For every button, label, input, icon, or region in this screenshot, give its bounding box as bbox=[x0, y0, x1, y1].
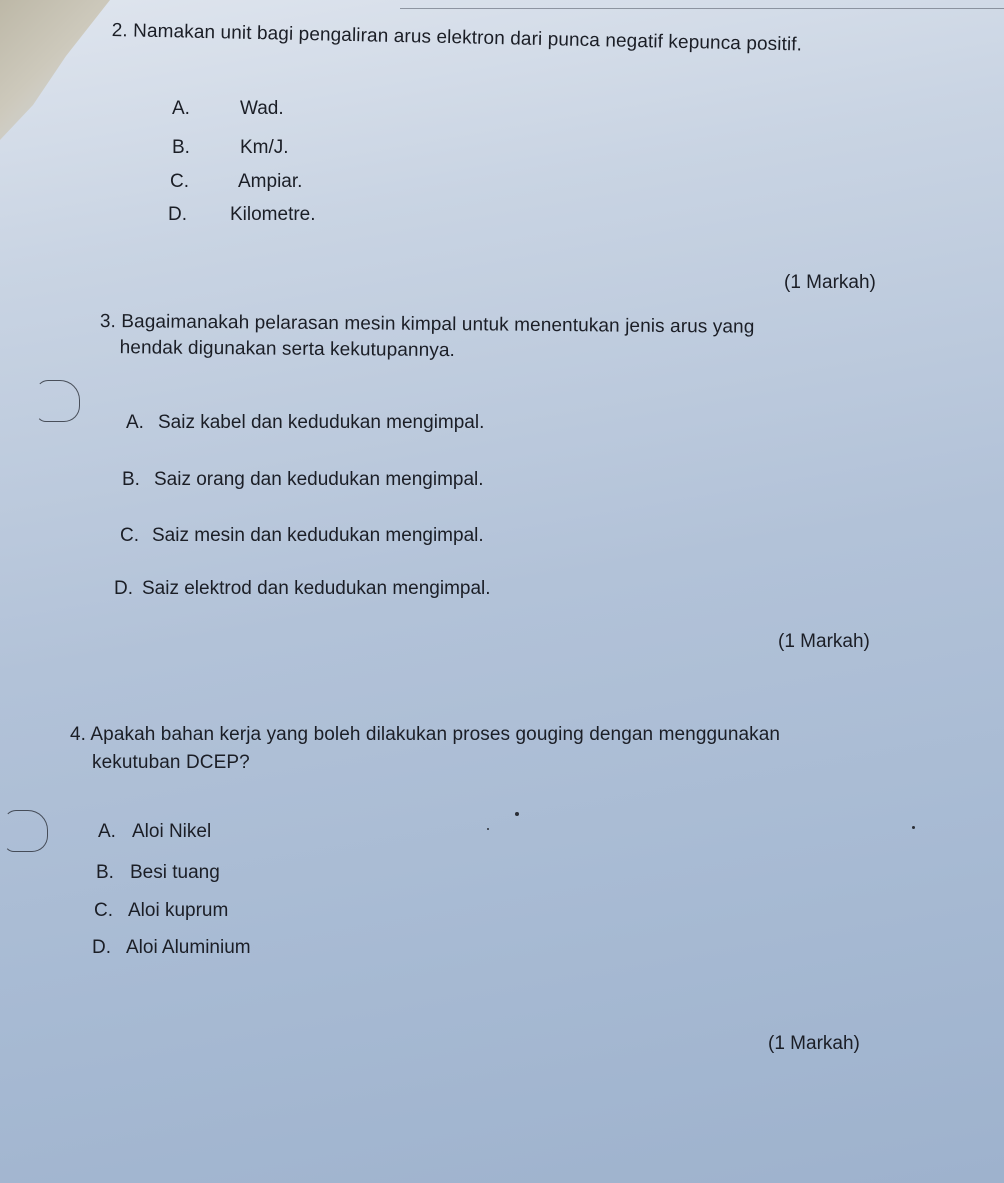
option-letter: C. bbox=[120, 525, 139, 546]
question-2-option-d[interactable] bbox=[168, 204, 316, 226]
question-2-option-a[interactable] bbox=[172, 98, 284, 120]
question-3-option-b[interactable] bbox=[122, 469, 484, 491]
speck bbox=[487, 828, 489, 830]
question-4-text bbox=[70, 721, 780, 776]
question-4-mark: (1 Markah) bbox=[768, 1033, 860, 1054]
question-2-option-c[interactable] bbox=[170, 171, 302, 193]
option-text: Saiz orang dan kedudukan mengimpal. bbox=[154, 469, 484, 490]
question-3-option-a[interactable] bbox=[126, 412, 484, 434]
option-letter: C. bbox=[94, 900, 113, 921]
question-3-mark: (1 Markah) bbox=[778, 631, 870, 652]
question-4-body-line2: kekutuban DCEP? bbox=[92, 751, 250, 773]
question-4-option-c[interactable] bbox=[94, 900, 228, 922]
top-rule bbox=[400, 8, 1004, 9]
option-letter: D. bbox=[114, 578, 133, 599]
option-letter: B. bbox=[96, 862, 114, 883]
option-letter: B. bbox=[122, 469, 140, 490]
option-text: Saiz mesin dan kedudukan mengimpal. bbox=[152, 525, 484, 546]
option-text: Saiz kabel dan kedudukan mengimpal. bbox=[158, 412, 485, 433]
option-letter: B. bbox=[172, 137, 190, 158]
question-3-number: 3. bbox=[99, 310, 117, 333]
page-corner-background bbox=[0, 0, 110, 140]
option-text: Kilometre. bbox=[230, 204, 316, 225]
question-3-option-d[interactable] bbox=[114, 578, 491, 600]
option-text: Besi tuang bbox=[130, 862, 220, 883]
question-4-option-d[interactable] bbox=[92, 937, 251, 959]
question-4-body-line1: Apakah bahan kerja yang boleh dilakukan proses gouging dengan menggunakan bbox=[90, 724, 781, 745]
question-2-number: 2. bbox=[111, 19, 129, 42]
option-letter: A. bbox=[98, 821, 116, 842]
speck bbox=[912, 826, 915, 829]
question-2-mark: (1 Markah) bbox=[784, 272, 876, 293]
option-letter: A. bbox=[172, 98, 190, 119]
option-text: Ampiar. bbox=[238, 171, 303, 192]
question-3-body-line2: hendak digunakan serta kekutupannya. bbox=[119, 336, 456, 361]
question-2-text bbox=[111, 18, 802, 58]
question-4-option-a[interactable] bbox=[98, 821, 211, 843]
question-3-option-c[interactable] bbox=[120, 525, 484, 547]
answer-bracket-mark bbox=[36, 380, 80, 422]
option-text: Wad. bbox=[240, 98, 284, 119]
option-text: Aloi Nikel bbox=[132, 821, 212, 842]
option-text: Aloi Aluminium bbox=[126, 937, 251, 958]
question-4-number: 4. bbox=[70, 724, 87, 745]
option-letter: D. bbox=[92, 937, 111, 958]
option-text: Aloi kuprum bbox=[128, 900, 229, 921]
question-3-body-line1: Bagaimanakah pelarasan mesin kimpal untuk menentukan jenis arus yang bbox=[121, 311, 755, 338]
question-4-option-b[interactable] bbox=[96, 862, 220, 884]
option-text: Saiz elektrod dan kedudukan mengimpal. bbox=[142, 578, 491, 599]
question-3-text bbox=[100, 309, 755, 366]
speck bbox=[515, 812, 519, 816]
question-2-body: Namakan unit bagi pengaliran arus elektron dari punca negatif kepunca positif. bbox=[132, 20, 803, 56]
option-text: Km/J. bbox=[240, 137, 289, 158]
option-letter: A. bbox=[126, 412, 144, 433]
question-2-option-b[interactable] bbox=[172, 137, 289, 159]
answer-bracket-mark bbox=[4, 810, 48, 852]
option-letter: D. bbox=[168, 204, 187, 225]
option-letter: C. bbox=[170, 171, 189, 192]
